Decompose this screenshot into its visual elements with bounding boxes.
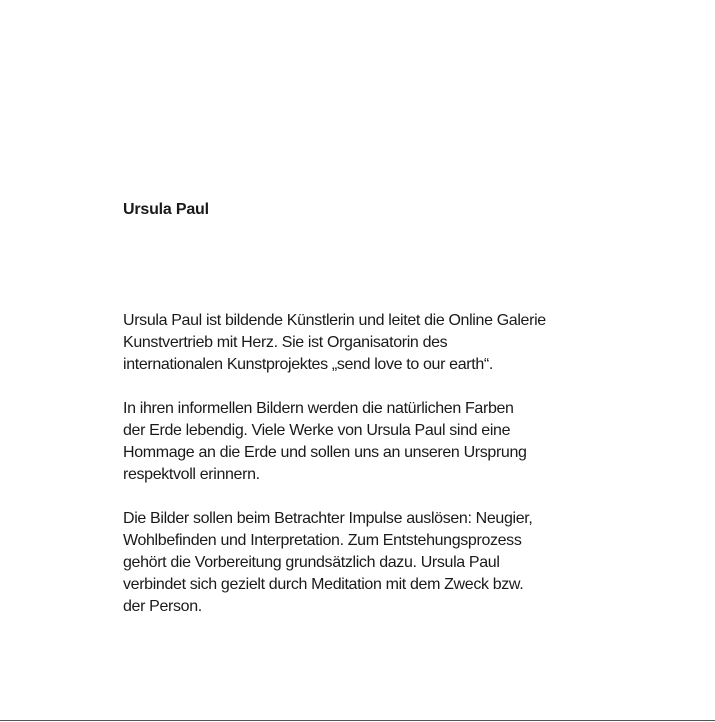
text-line: der Person. bbox=[123, 598, 202, 615]
bottom-divider bbox=[0, 720, 715, 721]
text-line: gehört die Vorbereitung grundsätzlich dazu. Ursula Paul bbox=[123, 554, 500, 571]
paragraph-3 bbox=[123, 508, 643, 618]
text-line: Kunstvertrieb mit Herz. Sie ist Organisatorin des bbox=[123, 334, 448, 351]
body-text bbox=[123, 310, 643, 618]
text-line: Wohlbefinden und Interpretation. Zum Entstehungsprozess bbox=[123, 532, 522, 549]
text-line: internationalen Kunstprojektes „send love to our earth“. bbox=[123, 356, 493, 373]
text-line: der Erde lebendig. Viele Werke von Ursula Paul sind eine bbox=[123, 422, 511, 439]
text-line: Die Bilder sollen beim Betrachter Impulse auslösen: Neugier, bbox=[123, 510, 533, 527]
text-line: verbindet sich gezielt durch Meditation mit dem Zweck bzw. bbox=[123, 576, 524, 593]
text-line: Ursula Paul ist bildende Künstlerin und leitet die Online Galerie bbox=[123, 312, 546, 329]
text-line: Hommage an die Erde und sollen uns an unseren Ursprung bbox=[123, 444, 527, 461]
paragraph-1 bbox=[123, 310, 643, 376]
text-line: In ihren informellen Bildern werden die natürlichen Farben bbox=[123, 400, 514, 417]
text-line: respektvoll erinnern. bbox=[123, 466, 260, 483]
paragraph-2 bbox=[123, 398, 643, 486]
page-title: Ursula Paul bbox=[123, 201, 209, 218]
